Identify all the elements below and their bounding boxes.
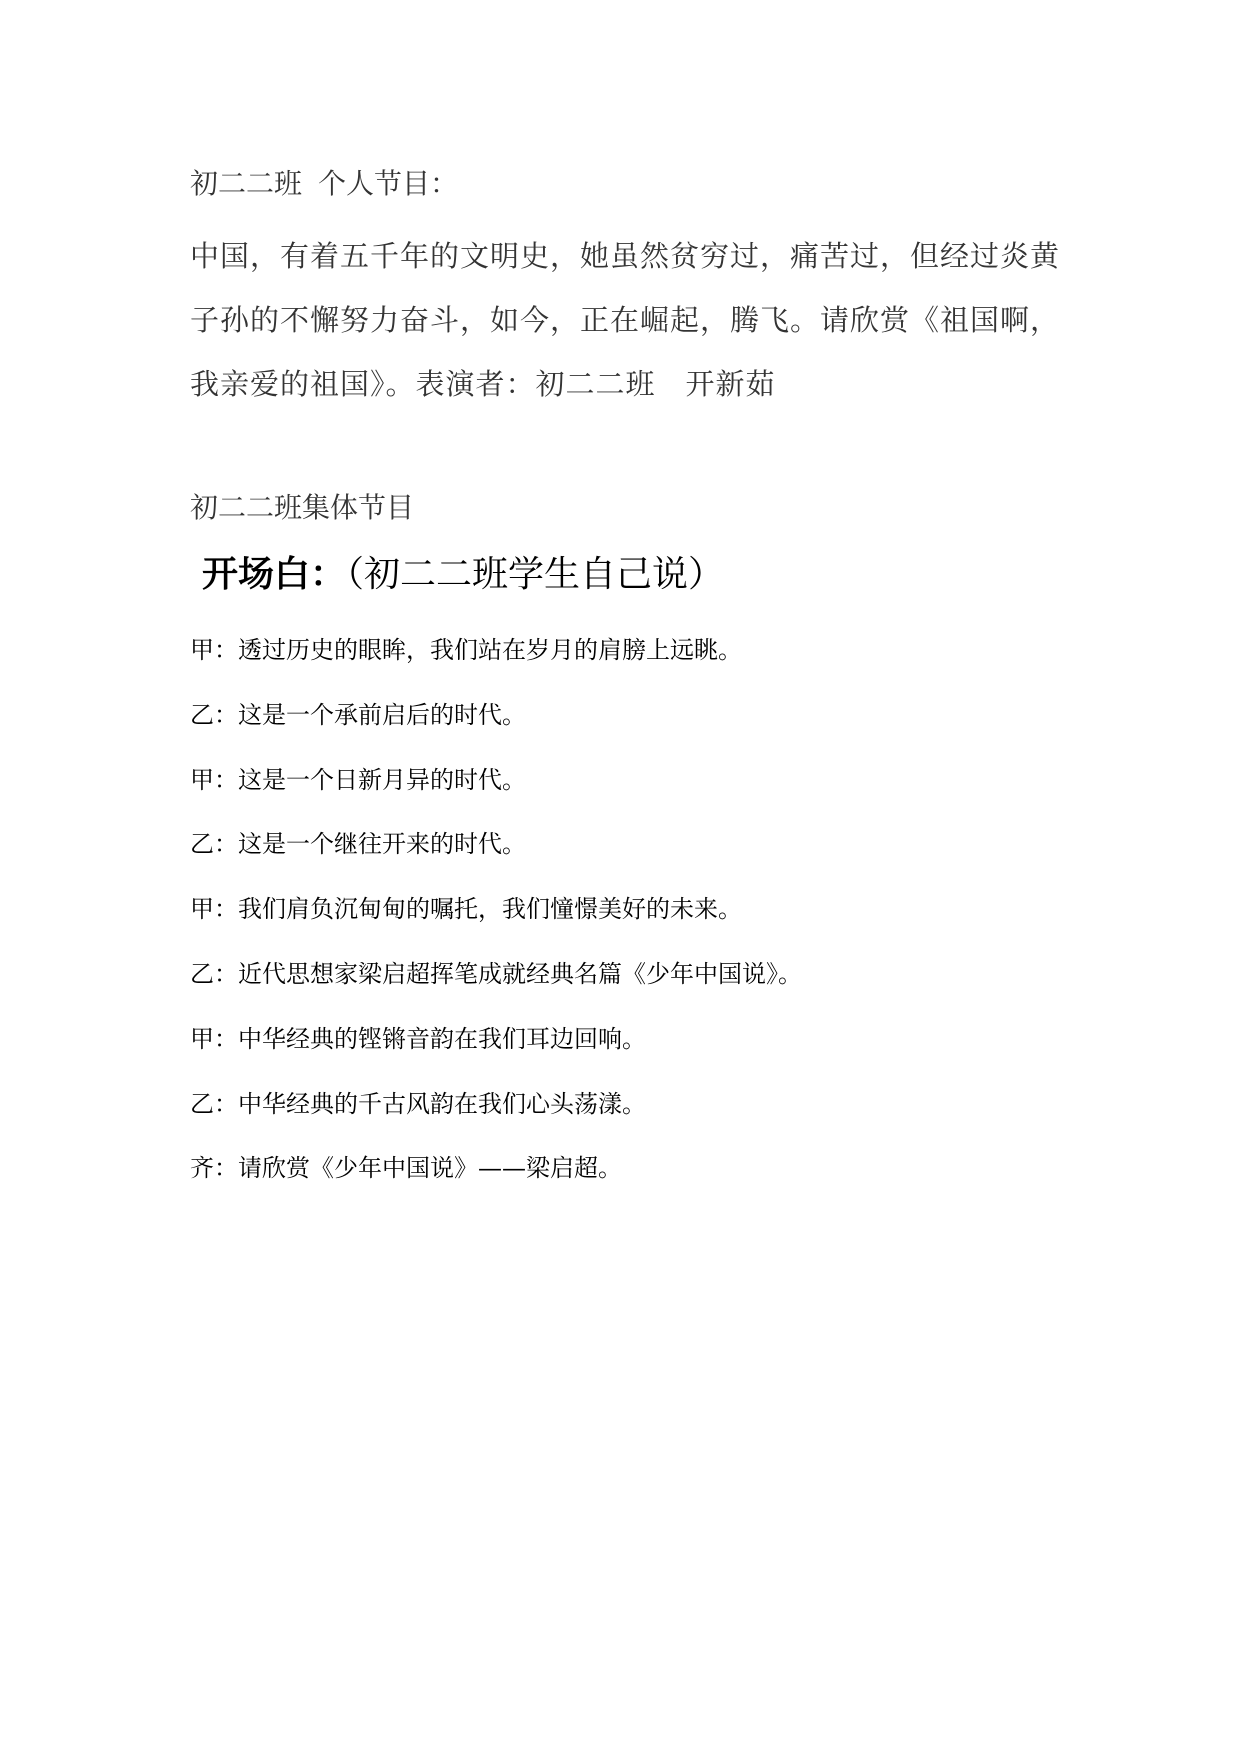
opening-remarks-label: 开场白： bbox=[202, 554, 347, 595]
individual-program-intro bbox=[190, 224, 1070, 416]
performer-name: 开新茹 bbox=[685, 367, 776, 401]
dialogue-line: 甲：中华经典的铿锵音韵在我们耳边回响。 bbox=[190, 1024, 646, 1053]
dialogue-line: 甲：我们肩负沉甸甸的嘱托，我们憧憬美好的未来。 bbox=[190, 895, 742, 924]
dialogue-line: 乙：近代思想家梁启超挥笔成就经典名篇《少年中国说》。 bbox=[190, 959, 802, 988]
individual-program-title bbox=[190, 164, 458, 204]
dialogue-line: 乙：中华经典的千古风韵在我们心头荡漾。 bbox=[190, 1089, 646, 1118]
opening-remarks-note: （初二二班学生自己说） bbox=[346, 554, 725, 595]
intro-text: 中国，有着五千年的文明史，她虽然贫穷过，痛苦过，但经过炎黄子孙的不懈努力奋斗，如今，正在崛起，腾飞。请欣赏《祖国啊，我亲爱的祖国》。表演者：初二二班 bbox=[190, 239, 1061, 401]
dialogue-list bbox=[190, 630, 1090, 1213]
dialogue-line: 乙：这是一个承前启后的时代。 bbox=[190, 700, 526, 729]
individual-program-label: 个人节目： bbox=[318, 167, 459, 200]
dialogue-line: 齐：请欣赏《少年中国说》——梁启超。 bbox=[190, 1154, 622, 1183]
individual-program-class: 初二二班 bbox=[190, 167, 303, 200]
dialogue-line: 甲：透过历史的眼眸，我们站在岁月的肩膀上远眺。 bbox=[190, 636, 742, 664]
dialogue-line: 乙：这是一个继往开来的时代。 bbox=[190, 830, 526, 859]
dialogue-line: 甲：这是一个日新月异的时代。 bbox=[190, 765, 526, 794]
opening-remarks-heading bbox=[202, 549, 724, 601]
group-program-title: 初二二班集体节目 bbox=[190, 491, 415, 524]
